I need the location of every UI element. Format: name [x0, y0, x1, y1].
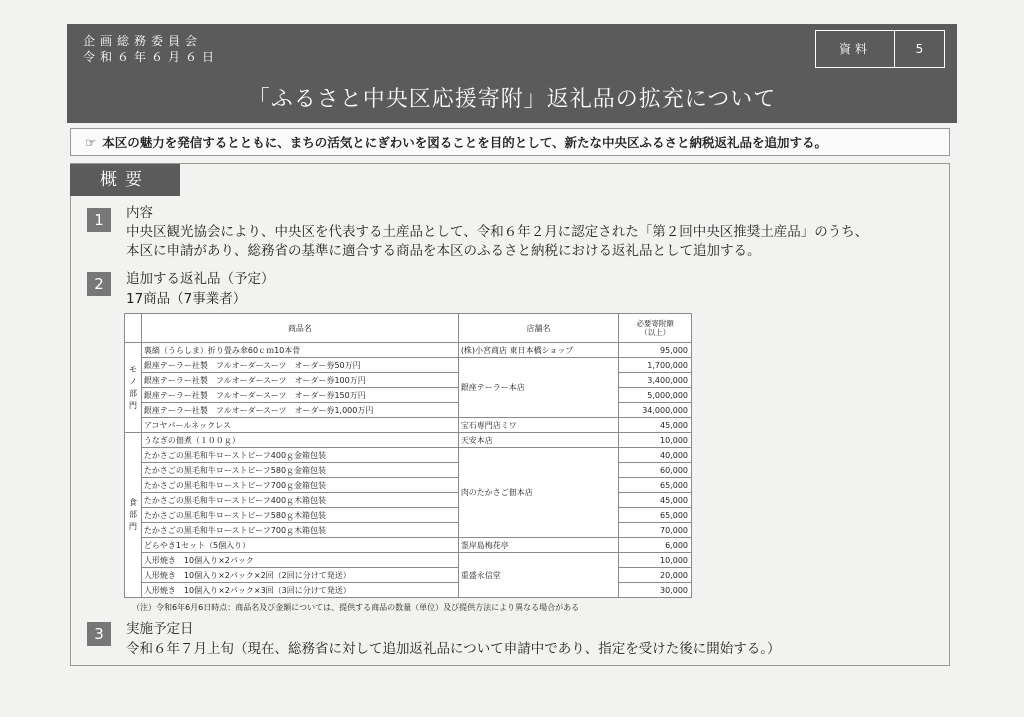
- shop-name: 天安本店: [458, 433, 618, 448]
- amount: 10,000: [619, 433, 692, 448]
- section-3-heading: 実施予定日: [126, 621, 194, 637]
- amount: 30,000: [619, 583, 692, 598]
- meeting-date: 令和６年６月６日: [83, 50, 220, 64]
- document-number: 5: [915, 42, 924, 56]
- section-2-count: 17商品（7事業者）: [126, 291, 247, 307]
- table-row: [125, 418, 692, 433]
- amount: 6,000: [619, 538, 692, 553]
- section-3-badge: 3: [87, 622, 111, 646]
- shop-name: 重盛永信堂: [458, 553, 618, 598]
- pointing-hand-icon: ☞: [85, 135, 97, 150]
- amount: 3,400,000: [619, 373, 692, 388]
- item-name: たかさごの黒毛和牛ローストビーフ580ｇ金箱包装: [141, 463, 458, 478]
- section-1-line2: 本区に申請があり、総務省の基準に適合する商品を本区のふるさと納税における返礼品として追加する。: [126, 243, 761, 259]
- item-name: たかさごの黒毛和牛ローストビーフ400ｇ金箱包装: [141, 448, 458, 463]
- category-mono: モノ部門: [125, 343, 142, 433]
- item-name: 人形焼き 10個入り×2パック×2回（2回に分けて発送）: [141, 568, 458, 583]
- shop-name: 肉のたかさご佃本店: [458, 448, 618, 538]
- shop-name: 霊岸島梅花亭: [458, 538, 618, 553]
- purpose-text: 本区の魅力を発信するとともに、まちの活気とにぎわいを図ることを目的として、新たな中央区ふるさと納税返礼品を追加する。: [102, 135, 827, 150]
- amount: 40,000: [619, 448, 692, 463]
- section-2-badge: 2: [87, 272, 111, 296]
- document-label: 資料: [816, 31, 895, 67]
- amount: 45,000: [619, 418, 692, 433]
- item-name: 銀座テーラー社製 フルオーダースーツ オーダー券100万円: [141, 373, 458, 388]
- amount: 10,000: [619, 553, 692, 568]
- item-name: たかさごの黒毛和牛ローストビーフ400ｇ木箱包装: [141, 493, 458, 508]
- item-name: たかさごの黒毛和牛ローストビーフ700ｇ金箱包装: [141, 478, 458, 493]
- section-1-badge: 1: [87, 208, 111, 232]
- amount: 60,000: [619, 463, 692, 478]
- gift-items-table: [124, 313, 692, 598]
- section-1-line1: 中央区観光協会により、中央区を代表する土産品として、令和６年２月に認定された「第２回中央区推奨土産品」のうち、: [126, 224, 869, 240]
- amount: 65,000: [619, 478, 692, 493]
- category-food: 食部門: [125, 433, 142, 598]
- page-title: 「ふるさと中央区応援寄附」返礼品の拡充について: [247, 87, 777, 112]
- amount: 65,000: [619, 508, 692, 523]
- table-row: [125, 448, 692, 463]
- item-name: たかさごの黒毛和牛ローストビーフ700ｇ木箱包装: [141, 523, 458, 538]
- section-1-heading: 内容: [126, 205, 153, 221]
- amount: 20,000: [619, 568, 692, 583]
- amount: 34,000,000: [619, 403, 692, 418]
- amount: 1,700,000: [619, 358, 692, 373]
- header-item-name: 商品名: [141, 314, 458, 343]
- amount: 95,000: [619, 343, 692, 358]
- header-shop-name: 店舗名: [458, 314, 618, 343]
- amount: 70,000: [619, 523, 692, 538]
- table-header-row: [125, 314, 692, 343]
- table-row: [125, 358, 692, 373]
- item-name: 裏縞（うらしま）折り畳み傘60ｃｍ10本骨: [141, 343, 458, 358]
- header-banner: [67, 24, 957, 123]
- shop-name: 宝石専門店ミワ: [458, 418, 618, 433]
- table-note: （注）令和6年6月6日時点：商品名及び金額については、提供する商品の数量（単位）及び提供方法により異なる場合がある: [132, 603, 580, 612]
- item-name: 人形焼き 10個入り×2パック×3回（3回に分けて発送）: [141, 583, 458, 598]
- table-row: [125, 343, 692, 358]
- amount: 45,000: [619, 493, 692, 508]
- header-blank-cell: [125, 314, 142, 343]
- item-name: アコヤパールネックレス: [141, 418, 458, 433]
- table-row: [125, 553, 692, 568]
- item-name: 銀座テーラー社製 フルオーダースーツ オーダー券50万円: [141, 358, 458, 373]
- header-amount: [619, 314, 692, 343]
- item-name: 銀座テーラー社製 フルオーダースーツ オーダー券1,000万円: [141, 403, 458, 418]
- overview-heading: 概要: [70, 164, 180, 196]
- header-amount-line1: 必要寄附額: [636, 319, 674, 328]
- item-name: どらやき1セット（5個入り）: [141, 538, 458, 553]
- committee-name: 企画総務委員会: [83, 34, 203, 48]
- table-row: [125, 433, 692, 448]
- item-name: たかさごの黒毛和牛ローストビーフ580ｇ木箱包装: [141, 508, 458, 523]
- item-name: うなぎの佃煮（１００ｇ）: [141, 433, 458, 448]
- item-name: 銀座テーラー社製 フルオーダースーツ オーダー券150万円: [141, 388, 458, 403]
- table-row: [125, 538, 692, 553]
- section-2-heading: 追加する返礼品（予定）: [126, 271, 275, 287]
- committee-info: [83, 33, 219, 65]
- purpose-box: [70, 128, 950, 156]
- shop-name: (株)小宮商店 東日本橋ショップ: [458, 343, 618, 358]
- shop-name: 銀座テーラー本店: [458, 358, 618, 418]
- document-reference: [815, 30, 945, 68]
- item-name: 人形焼き 10個入り×2パック: [141, 553, 458, 568]
- header-amount-line2: （以上）: [640, 328, 671, 337]
- section-3-date: 令和６年７月上旬（現在、総務省に対して追加返礼品について申請中であり、指定を受けた後に開始する。）: [126, 641, 781, 657]
- amount: 5,000,000: [619, 388, 692, 403]
